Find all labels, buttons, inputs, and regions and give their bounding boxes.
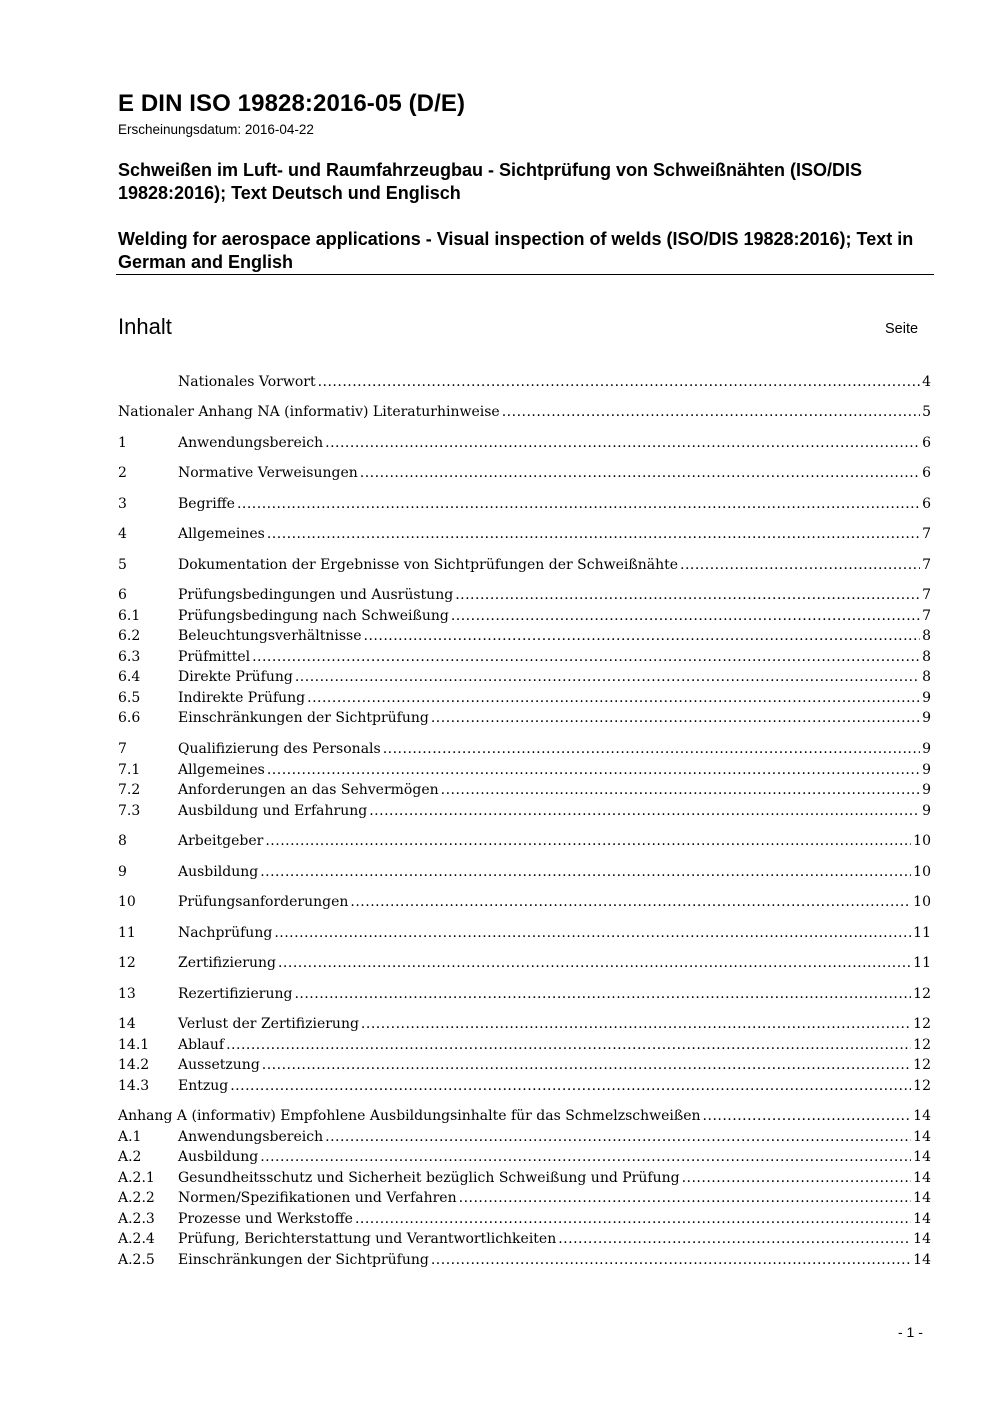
toc-entry-page: 12 (913, 986, 931, 1002)
toc-entry-number: 13 (118, 986, 136, 1002)
toc-entry-page: 6 (922, 465, 931, 481)
toc-entry-number: 6.3 (118, 649, 141, 665)
toc-entry[interactable] (118, 1035, 931, 1055)
toc-entry-page: 7 (922, 587, 931, 603)
toc-entry-page: 14 (913, 1129, 931, 1145)
toc-entry-page: 14 (913, 1149, 931, 1165)
toc-entry-page: 7 (922, 526, 931, 542)
toc-entry-title: Begriffe (178, 496, 235, 512)
toc-leader (355, 1209, 911, 1229)
toc-entry[interactable] (118, 667, 931, 687)
toc-entry[interactable] (118, 1168, 931, 1188)
toc-entry-number: A.2.4 (118, 1231, 155, 1247)
toc-entry-number: 7 (118, 741, 127, 757)
toc-entry[interactable] (118, 1250, 931, 1270)
toc-entry-page: 6 (922, 435, 931, 451)
toc-entry-page: 4 (922, 374, 931, 390)
toc-leader (325, 1127, 911, 1147)
toc-leader (431, 1250, 911, 1270)
toc-leader (230, 1076, 911, 1096)
toc-leader (237, 494, 920, 514)
toc-leader (360, 463, 920, 483)
toc-entry-number: 6 (118, 587, 127, 603)
toc-leader (260, 1147, 911, 1167)
toc-entry-page: 9 (922, 782, 931, 798)
toc-entry[interactable] (118, 1014, 931, 1034)
toc-entry-title: Nationales Vorwort (178, 374, 316, 390)
toc-entry-page: 8 (922, 649, 931, 665)
toc-entry-title: Prüfungsbedingung nach Schweißung (178, 608, 449, 624)
header-divider (116, 274, 934, 275)
toc-entry[interactable] (118, 831, 931, 851)
toc-entry[interactable] (118, 402, 931, 422)
toc-entry-page: 8 (922, 628, 931, 644)
toc-entry-title: Allgemeines (178, 762, 265, 778)
toc-entry-number: 4 (118, 526, 127, 542)
toc-entry-number: 6.2 (118, 628, 141, 644)
toc-leader (226, 1035, 911, 1055)
toc-entry-page: 14 (913, 1170, 931, 1186)
toc-entry-page: 9 (922, 741, 931, 757)
toc-leader (361, 1014, 911, 1034)
toc-leader (441, 780, 920, 800)
toc-entry[interactable] (118, 606, 931, 626)
toc-leader (267, 524, 920, 544)
toc-heading: Inhalt (118, 314, 172, 339)
toc-entry-title: Normative Verweisungen (178, 465, 358, 481)
toc-leader (558, 1229, 911, 1249)
toc-leader (260, 862, 911, 882)
toc-entry-number: 9 (118, 864, 127, 880)
toc-entry-title: Prüfungsbedingungen und Ausrüstung (178, 587, 454, 603)
toc-entry[interactable] (118, 984, 931, 1004)
toc-entry-number: 1 (118, 435, 127, 451)
toc-entry-title: Aussetzung (178, 1057, 260, 1073)
toc-entry[interactable] (118, 862, 931, 882)
toc-entry-page: 14 (913, 1231, 931, 1247)
toc-entry-title: Direkte Prüfung (178, 669, 293, 685)
toc-entry-number: 8 (118, 833, 127, 849)
toc-entry-page: 11 (913, 955, 931, 971)
toc-entry-page: 14 (913, 1211, 931, 1227)
toc-entry-title: Qualifizierung des Personals (178, 741, 381, 757)
toc-entry-number: A.2.1 (118, 1170, 155, 1186)
toc-leader (274, 923, 911, 943)
toc-entry-number: A.2.2 (118, 1190, 155, 1206)
toc-entry-title: Anwendungsbereich (178, 435, 324, 451)
toc-leader (278, 953, 911, 973)
toc-entry-page: 7 (922, 608, 931, 624)
toc-leader (369, 801, 920, 821)
toc-entry[interactable] (118, 524, 931, 544)
toc-entry[interactable] (118, 923, 931, 943)
toc-entry-title: Indirekte Prüfung (178, 690, 306, 706)
toc-entry-number: 10 (118, 894, 136, 910)
toc-entry-title: Arbeitgeber (178, 833, 264, 849)
toc-entry-page: 12 (913, 1016, 931, 1032)
toc-entry[interactable] (118, 688, 931, 708)
toc-entry-number: 11 (118, 925, 136, 941)
toc-entry[interactable] (118, 433, 931, 453)
toc-entry-title: Anhang A (informativ) Empfohlene Ausbildungsinhalte für das Schmelzschweißen (118, 1108, 701, 1124)
toc-leader (262, 1055, 911, 1075)
toc-entry[interactable] (118, 626, 931, 646)
toc-entry[interactable] (118, 1229, 931, 1249)
toc-entry-number: 14.2 (118, 1057, 150, 1073)
toc-entry-page: 12 (913, 1057, 931, 1073)
toc-entry-title: Anforderungen an das Sehvermögen (178, 782, 439, 798)
toc-entry[interactable] (118, 585, 931, 605)
toc-entry-page: 11 (913, 925, 931, 941)
toc-entry-page: 10 (913, 894, 931, 910)
toc-entry-number: 6.6 (118, 710, 141, 726)
toc-entry[interactable] (118, 1106, 931, 1126)
toc-entry[interactable] (118, 1076, 931, 1096)
toc-entry-title: Rezertifizierung (178, 986, 293, 1002)
toc-leader (431, 708, 920, 728)
toc-leader (502, 402, 920, 422)
toc-entry-title: Prüfmittel (178, 649, 251, 665)
toc-leader (350, 892, 911, 912)
toc-entry-title: Prozesse und Werkstoffe (178, 1211, 353, 1227)
toc-entry[interactable] (118, 1055, 931, 1075)
toc-entry-title: Ausbildung (178, 1149, 259, 1165)
toc-entry-number: 14 (118, 1016, 136, 1032)
toc-entry-number: 7.1 (118, 762, 141, 778)
toc-leader (364, 626, 921, 646)
toc-entry-number: A.2.3 (118, 1211, 155, 1227)
toc-entry-title: Prüfung, Berichterstattung und Verantwortlichkeiten (178, 1231, 557, 1247)
toc-entry[interactable] (118, 892, 931, 912)
toc-entry[interactable] (118, 372, 931, 392)
toc-entry-page: 10 (913, 864, 931, 880)
toc-page-column-label: Seite (885, 321, 919, 337)
document-id: E DIN ISO 19828:2016-05 (D/E) (118, 90, 466, 117)
toc-entry-title: Beleuchtungsverhältnisse (178, 628, 362, 644)
toc-leader (252, 647, 920, 667)
toc-entry[interactable] (118, 1127, 931, 1147)
toc-entry-title: Einschränkungen der Sichtprüfung (178, 1252, 429, 1268)
toc-leader (459, 1188, 912, 1208)
title-german: Schweißen im Luft- und Raumfahrzeugbau - Sichtprüfung von Schweißnähten (ISO/DIS 19828:2016); Text Deutsch und Englisch (118, 160, 863, 203)
toc-entry-page: 7 (922, 557, 931, 573)
toc-leader (682, 1168, 912, 1188)
toc-entry-page: 14 (913, 1190, 931, 1206)
toc-leader (307, 688, 920, 708)
toc-leader (295, 667, 920, 687)
toc-entry[interactable] (118, 801, 931, 821)
toc-entry-number: 2 (118, 465, 127, 481)
toc-entry-page: 8 (922, 669, 931, 685)
toc-entry[interactable] (118, 494, 931, 514)
toc-entry-title: Allgemeines (178, 526, 265, 542)
toc-entry-number: A.2.5 (118, 1252, 155, 1268)
toc-entry-number: 14.3 (118, 1078, 150, 1094)
toc-leader (680, 555, 920, 575)
toc-entry-title: Normen/Spezifikationen und Verfahren (178, 1190, 457, 1206)
toc-entry-title: Ablauf (178, 1037, 225, 1053)
toc-entry[interactable] (118, 780, 931, 800)
toc-entry[interactable] (118, 647, 931, 667)
toc-entry[interactable] (118, 739, 931, 759)
toc-entry-number: A.1 (118, 1129, 142, 1145)
toc-entry-number: 6.5 (118, 690, 141, 706)
toc-entry[interactable] (118, 555, 931, 575)
toc-entry-page: 12 (913, 1078, 931, 1094)
toc-entry[interactable] (118, 708, 931, 728)
toc-entry-title: Nationaler Anhang NA (informativ) Literaturhinweise (118, 404, 500, 420)
toc-entry-page: 14 (913, 1252, 931, 1268)
toc-entry[interactable] (118, 1209, 931, 1229)
title-english: Welding for aerospace applications - Visual inspection of welds (ISO/DIS 19828:2016); Text in German and English (118, 229, 914, 272)
toc-entry-title: Einschränkungen der Sichtprüfung (178, 710, 429, 726)
toc-entry-number: A.2 (118, 1149, 142, 1165)
toc-entry-title: Ausbildung (178, 864, 259, 880)
toc-entry-page: 14 (913, 1108, 931, 1124)
toc-entry[interactable] (118, 1147, 931, 1167)
toc-entry-title: Gesundheitsschutz und Sicherheit bezüglich Schweißung und Prüfung (178, 1170, 680, 1186)
toc-leader (703, 1106, 912, 1126)
toc-entry-title: Zertifizierung (178, 955, 276, 971)
toc-entry-title: Nachprüfung (178, 925, 273, 941)
toc-entry-number: 7.3 (118, 803, 141, 819)
toc-entry-page: 12 (913, 1037, 931, 1053)
toc-leader (383, 739, 920, 759)
toc-entry-number: 14.1 (118, 1037, 150, 1053)
toc-entry-title: Dokumentation der Ergebnisse von Sichtprüfungen der Schweißnähte (178, 557, 678, 573)
page-number: - 1 - (898, 1324, 923, 1340)
toc-entry-title: Entzug (178, 1078, 229, 1094)
toc-entry[interactable] (118, 953, 931, 973)
toc-entry-page: 5 (922, 404, 931, 420)
toc-entry-title: Verlust der Zertifizierung (178, 1016, 359, 1032)
toc-entry-number: 6.4 (118, 669, 141, 685)
toc-leader (318, 372, 921, 392)
toc-entry-page: 9 (922, 710, 931, 726)
toc-entry-page: 9 (922, 803, 931, 819)
toc-entry-number: 7.2 (118, 782, 141, 798)
toc-entry-number: 12 (118, 955, 136, 971)
toc-leader (267, 760, 920, 780)
publication-date: Erscheinungsdatum: 2016-04-22 (118, 122, 314, 137)
toc-leader (325, 433, 920, 453)
toc-entry-number: 5 (118, 557, 127, 573)
toc-leader (265, 831, 911, 851)
toc-entry-page: 10 (913, 833, 931, 849)
toc-entry-number: 3 (118, 496, 127, 512)
toc-entry-title: Anwendungsbereich (178, 1129, 324, 1145)
toc-entry-title: Prüfungsanforderungen (178, 894, 349, 910)
toc-entry-title: Ausbildung und Erfahrung (178, 803, 368, 819)
toc-entry[interactable] (118, 1188, 931, 1208)
toc-leader (455, 585, 920, 605)
toc-entry-page: 9 (922, 762, 931, 778)
toc-leader (451, 606, 920, 626)
toc-entry-page: 9 (922, 690, 931, 706)
toc-leader (294, 984, 911, 1004)
toc-entry[interactable] (118, 760, 931, 780)
toc-entry-number: 6.1 (118, 608, 141, 624)
toc-entry[interactable] (118, 463, 931, 483)
toc-entry-page: 6 (922, 496, 931, 512)
